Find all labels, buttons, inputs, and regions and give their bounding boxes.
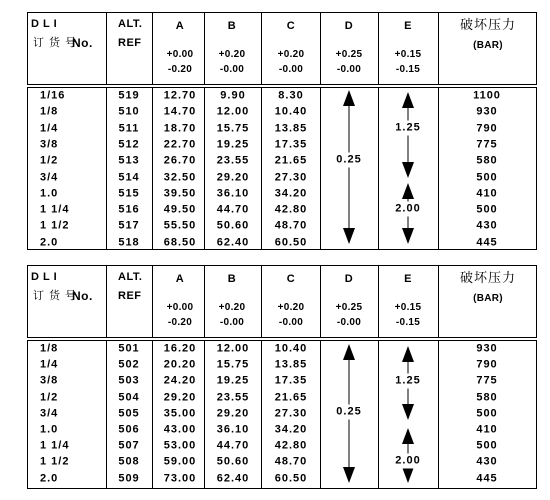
- cell-b: 29.20: [216, 171, 250, 183]
- tolerance-b-minus: -0.00: [219, 317, 245, 328]
- cell-a: 55.50: [163, 219, 197, 232]
- cell-ref: 519: [118, 89, 140, 102]
- cell-a: 18.70: [163, 122, 197, 135]
- cell-dli: 1/16: [40, 89, 66, 102]
- cell-burst: 1100: [473, 89, 501, 102]
- cell-b: 23.55: [216, 154, 250, 167]
- header-col-b: B: [227, 273, 237, 285]
- cell-a: 32.50: [163, 171, 197, 183]
- cell-ref: 518: [118, 236, 140, 249]
- cell-burst: 930: [476, 342, 498, 355]
- cell-dli: 3/4: [40, 407, 59, 420]
- header-ref: REF: [118, 290, 142, 302]
- cell-ref: 506: [118, 423, 140, 436]
- tolerance-a-plus: +0.00: [166, 302, 194, 313]
- value-e-bottom: 2.00: [395, 454, 421, 467]
- header-col-e: E: [404, 20, 412, 32]
- cell-ref: 517: [118, 219, 140, 232]
- cell-a: 14.70: [163, 105, 197, 118]
- header-col-c: C: [286, 20, 296, 32]
- cell-a: 12.70: [163, 89, 197, 102]
- cell-ref: 516: [118, 203, 140, 216]
- cell-a: 59.00: [163, 455, 197, 468]
- header-no-mark: No.: [72, 289, 93, 303]
- header-ref: REF: [118, 37, 142, 49]
- cell-a: 43.00: [163, 423, 197, 436]
- cell-burst: 445: [476, 472, 498, 485]
- cell-b: 9.90: [220, 89, 246, 102]
- cell-dli: 1 1/2: [40, 455, 70, 468]
- cell-b: 36.10: [216, 423, 250, 436]
- cell-a: 35.00: [163, 407, 197, 420]
- cell-c: 13.85: [274, 358, 308, 371]
- tolerance-b-minus: -0.00: [219, 64, 245, 75]
- cell-burst: 410: [476, 423, 498, 436]
- cell-burst: 580: [476, 154, 498, 167]
- value-e-bottom: 2.00: [395, 202, 421, 215]
- cell-c: 34.20: [274, 187, 308, 200]
- cell-burst: 775: [476, 138, 498, 151]
- cell-c: 60.50: [274, 472, 308, 485]
- cell-b: 50.60: [216, 455, 250, 468]
- cell-ref: 502: [118, 358, 140, 371]
- tolerance-a-plus: +0.00: [166, 49, 194, 60]
- header-col-e: E: [404, 273, 412, 285]
- cell-ref: 514: [118, 171, 140, 183]
- cell-dli: 1 1/4: [40, 203, 70, 216]
- cell-b: 19.25: [216, 138, 250, 151]
- cell-a: 49.50: [163, 203, 197, 216]
- tolerance-e-plus: +0.15: [394, 49, 422, 60]
- cell-ref: 515: [118, 187, 140, 200]
- tolerance-e-minus: -0.15: [395, 317, 421, 328]
- cell-burst: 410: [476, 187, 498, 200]
- cell-c: 27.30: [274, 407, 308, 420]
- tolerance-e-plus: +0.15: [394, 302, 422, 313]
- cell-burst: 580: [476, 391, 498, 404]
- cell-c: 42.80: [274, 203, 308, 216]
- cell-dli: 2.0: [40, 472, 59, 485]
- cell-burst: 500: [476, 439, 498, 452]
- cell-c: 21.65: [274, 154, 308, 167]
- cell-a: 68.50: [163, 236, 197, 249]
- header-col-c: C: [286, 273, 296, 285]
- cell-b: 23.55: [216, 391, 250, 404]
- header-col-b: B: [227, 20, 237, 32]
- tolerance-c-minus: -0.00: [278, 317, 304, 328]
- value-e-top: 1.25: [395, 121, 421, 134]
- cell-c: 48.70: [274, 455, 308, 468]
- cell-ref: 503: [118, 374, 140, 387]
- header-burst-pressure: 破坏压力: [459, 17, 517, 32]
- cell-burst: 930: [476, 105, 498, 118]
- tolerance-a-minus: -0.20: [167, 317, 193, 328]
- cell-a: 20.20: [163, 358, 197, 371]
- cell-dli: 3/4: [40, 171, 59, 183]
- tolerance-d-plus: +0.25: [335, 302, 363, 313]
- cell-dli: 1/2: [40, 154, 59, 167]
- tolerance-a-minus: -0.20: [167, 64, 193, 75]
- cell-b: 29.20: [216, 407, 250, 420]
- cell-b: 44.70: [216, 203, 250, 216]
- header-burst-unit: (BAR): [473, 293, 503, 304]
- cell-dli: 1 1/2: [40, 219, 70, 232]
- cell-c: 8.30: [278, 89, 304, 102]
- tolerance-b-plus: +0.20: [218, 302, 246, 313]
- tolerance-b-plus: +0.20: [218, 49, 246, 60]
- cell-c: 34.20: [274, 423, 308, 436]
- cell-dli: 1.0: [40, 423, 59, 436]
- cell-burst: 500: [476, 203, 498, 216]
- cell-burst: 775: [476, 374, 498, 387]
- cell-ref: 510: [118, 105, 140, 118]
- cell-dli: 1/8: [40, 342, 59, 355]
- cell-b: 19.25: [216, 374, 250, 387]
- cell-c: 17.35: [274, 138, 308, 151]
- cell-dli: 3/8: [40, 138, 59, 151]
- cell-burst: 430: [476, 219, 498, 232]
- header-dli: D L I: [31, 271, 58, 283]
- tolerance-c-plus: +0.20: [277, 49, 305, 60]
- cell-a: 29.20: [163, 391, 197, 404]
- cell-c: 21.65: [274, 391, 308, 404]
- cell-dli: 1.0: [40, 187, 59, 200]
- header-no-mark: No.: [72, 36, 93, 50]
- cell-burst: 790: [476, 358, 498, 371]
- value-d: 0.25: [336, 153, 362, 166]
- tolerance-c-plus: +0.20: [277, 302, 305, 313]
- cell-dli: 2.0: [40, 236, 59, 249]
- cell-b: 36.10: [216, 187, 250, 200]
- cell-c: 13.85: [274, 122, 308, 135]
- header-col-a: A: [175, 20, 185, 32]
- cell-burst: 500: [476, 407, 498, 420]
- cell-dli: 3/8: [40, 374, 59, 387]
- tolerance-e-minus: -0.15: [395, 64, 421, 75]
- cell-ref: 512: [118, 138, 140, 151]
- cell-b: 15.75: [216, 122, 250, 135]
- tolerance-d-minus: -0.00: [336, 317, 362, 328]
- header-dli: D L I: [31, 18, 58, 30]
- cell-a: 26.70: [163, 154, 197, 167]
- cell-c: 27.30: [274, 171, 308, 183]
- cell-b: 12.00: [216, 105, 250, 118]
- cell-a: 53.00: [163, 439, 197, 452]
- cell-dli: 1/8: [40, 105, 59, 118]
- cell-a: 22.70: [163, 138, 197, 151]
- cell-c: 10.40: [274, 342, 308, 355]
- cell-c: 10.40: [274, 105, 308, 118]
- cell-dli: 1/4: [40, 358, 59, 371]
- tolerance-d-plus: +0.25: [335, 49, 363, 60]
- cell-c: 60.50: [274, 236, 308, 249]
- header-burst-pressure: 破坏压力: [459, 270, 517, 285]
- cell-dli: 1/2: [40, 391, 59, 404]
- cell-ref: 504: [118, 391, 140, 404]
- cell-a: 73.00: [163, 472, 197, 485]
- cell-c: 48.70: [274, 219, 308, 232]
- header-alt: ALT.: [118, 18, 143, 30]
- cell-b: 15.75: [216, 358, 250, 371]
- cell-b: 50.60: [216, 219, 250, 232]
- cell-c: 42.80: [274, 439, 308, 452]
- cell-b: 44.70: [216, 439, 250, 452]
- cell-ref: 507: [118, 439, 140, 452]
- cell-a: 39.50: [163, 187, 197, 200]
- header-order-number: 订 货 号: [33, 37, 78, 49]
- tolerance-c-minus: -0.00: [278, 64, 304, 75]
- value-e-top: 1.25: [395, 374, 421, 387]
- cell-dli: 1/4: [40, 122, 59, 135]
- cell-ref: 508: [118, 455, 140, 468]
- header-col-a: A: [175, 273, 185, 285]
- cell-dli: 1 1/4: [40, 439, 70, 452]
- cell-a: 16.20: [163, 342, 197, 355]
- tolerance-d-minus: -0.00: [336, 64, 362, 75]
- cell-b: 12.00: [216, 342, 250, 355]
- cell-b: 62.40: [216, 236, 250, 249]
- value-d: 0.25: [336, 405, 362, 418]
- cell-burst: 500: [476, 171, 498, 183]
- cell-ref: 513: [118, 154, 140, 167]
- header-burst-unit: (BAR): [473, 40, 503, 51]
- cell-b: 62.40: [216, 472, 250, 485]
- cell-ref: 509: [118, 472, 140, 485]
- header-col-d: D: [344, 273, 354, 285]
- cell-burst: 430: [476, 455, 498, 468]
- cell-c: 17.35: [274, 374, 308, 387]
- cell-a: 24.20: [163, 374, 197, 387]
- cell-ref: 501: [118, 342, 140, 355]
- cell-ref: 511: [118, 122, 140, 135]
- cell-burst: 790: [476, 122, 498, 135]
- header-order-number: 订 货 号: [33, 290, 78, 302]
- header-alt: ALT.: [118, 271, 143, 283]
- cell-ref: 505: [118, 407, 140, 420]
- header-col-d: D: [344, 20, 354, 32]
- cell-burst: 445: [476, 236, 498, 249]
